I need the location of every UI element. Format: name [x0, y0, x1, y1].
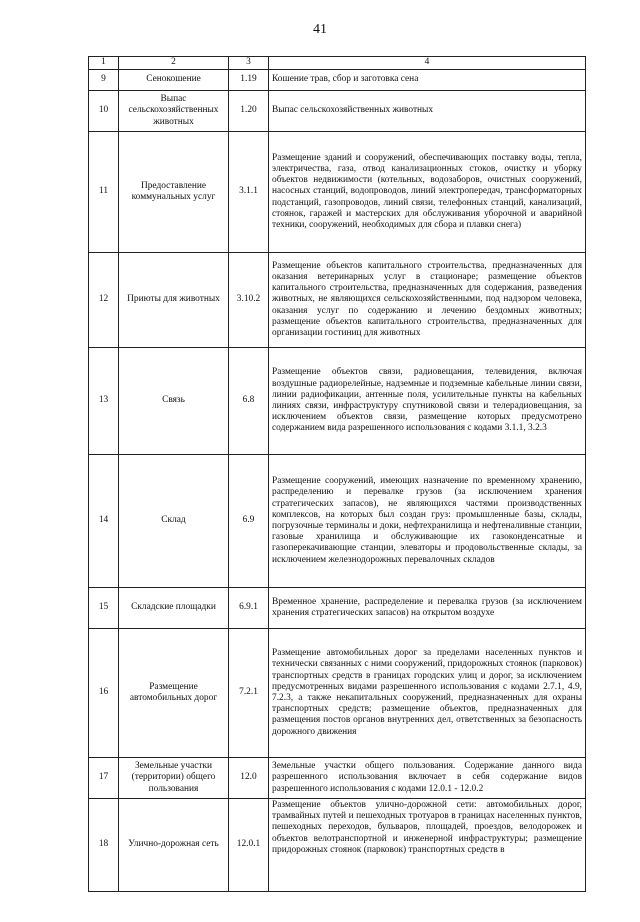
- use-type-code: 1.20: [229, 91, 269, 132]
- row-number: 17: [89, 758, 119, 799]
- row-number: 9: [89, 70, 119, 91]
- use-type-name: Склад: [119, 455, 229, 588]
- use-type-name: Приюты для животных: [119, 253, 229, 348]
- table-row: [89, 629, 586, 758]
- land-use-table: [88, 56, 586, 892]
- use-type-name: Размещение автомобильных дорог: [119, 629, 229, 758]
- table-row: [89, 132, 586, 253]
- row-number: 15: [89, 588, 119, 629]
- header-col-3: 3: [229, 57, 269, 70]
- use-type-code: 6.8: [229, 348, 269, 455]
- use-type-name: Предоставление коммунальных услуг: [119, 132, 229, 253]
- use-type-code: 1.19: [229, 70, 269, 91]
- table-row: [89, 348, 586, 455]
- use-type-description: Размещение объектов улично-дорожной сети: автомобильных дорог, трамвайных путей и пешеходных тротуаров в границах населенных пунктов, пешеходных переходов, бульваров, площадей, проездов, велодорожек и объектов велотранспортной и инженерной инфраструктуры; размещение придорожных стоянок (парковок) транспортных средств в: [269, 799, 586, 892]
- use-type-description: Размещение объектов капитального строительства, предназначенных для оказания ветеринарных услуг в стационаре; размещение объектов капитального строительства, предназначенных для содержания, разведения животных, не являющихся сельскохозяйственными, под надзором человека, оказания услуг по содержанию и лечению бездомных животных; размещение объектов капитального строительства, предназначенных для организации гостиниц для животных: [269, 253, 586, 348]
- table-header-row: [89, 57, 586, 70]
- header-col-1: 1: [89, 57, 119, 70]
- use-type-description: Выпас сельскохозяйственных животных: [269, 91, 586, 132]
- use-type-code: 12.0.1: [229, 799, 269, 892]
- use-type-code: 6.9: [229, 455, 269, 588]
- use-type-name: Земельные участки (территории) общего пользования: [119, 758, 229, 799]
- row-number: 11: [89, 132, 119, 253]
- use-type-code: 12.0: [229, 758, 269, 799]
- use-type-code: 7.2.1: [229, 629, 269, 758]
- row-number: 14: [89, 455, 119, 588]
- use-type-description: Размещение объектов связи, радиовещания, телевидения, включая воздушные радиорелейные, надземные и подземные кабельные линии связи, линии радиофикации, антенные поля, усилительные пункты на кабельных линиях связи, инфраструктуру спутниковой связи и телерадиовещания, за исключением объектов связи, размещение которых предусмотрено содержанием вида разрешенного использования с кодами 3.1.1, 3.2.3: [269, 348, 586, 455]
- use-type-code: 3.10.2: [229, 253, 269, 348]
- use-type-description: Размещение сооружений, имеющих назначение по временному хранению, распределению и перевалке грузов (за исключением хранения стратегических запасов), не являющихся частями производственных комплексов, на которых был создан груз: промышленные базы, склады, погрузочные терминалы и доки, нефтехранилища и нефтеналивные станции, газовые хранилища и обслуживающие их газоконденсатные и газоперекачивающие станции, элеваторы и продовольственные склады, за исключением железнодорожных перевалочных складов: [269, 455, 586, 588]
- table-row: [89, 799, 586, 892]
- use-type-name: Выпас сельскохозяйственных животных: [119, 91, 229, 132]
- use-type-name: Сенокошение: [119, 70, 229, 91]
- table-row: [89, 588, 586, 629]
- table-row: [89, 758, 586, 799]
- row-number: 12: [89, 253, 119, 348]
- use-type-code: 3.1.1: [229, 132, 269, 253]
- row-number: 16: [89, 629, 119, 758]
- use-type-name: Связь: [119, 348, 229, 455]
- page-number: 41: [313, 22, 327, 37]
- use-type-description: Земельные участки общего пользования. Содержание данного вида разрешенного использования включает в себя содержание видов разрешенного использования с кодами 12.0.1 - 12.0.2: [269, 758, 586, 799]
- table-row: [89, 70, 586, 91]
- use-type-code: 6.9.1: [229, 588, 269, 629]
- use-type-description: Размещение автомобильных дорог за пределами населенных пунктов и технически связанных с ними сооружений, придорожных стоянок (парковок) транспортных средств в границах городских улиц и дорог, за исключением предусмотренных видами разрешенного использования с кодами 2.7.1, 4.9, 7.2.3, а также некапитальных сооружений, предназначенных для охраны транспортных средств; размещение объектов, предназначенных для размещения постов органов внутренних дел, ответственных за безопасность дорожного движения: [269, 629, 586, 758]
- table-row: [89, 455, 586, 588]
- row-number: 10: [89, 91, 119, 132]
- row-number: 13: [89, 348, 119, 455]
- use-type-description: Временное хранение, распределение и перевалка грузов (за исключением хранения стратегических запасов) на открытом воздухе: [269, 588, 586, 629]
- table-row: [89, 253, 586, 348]
- table-row: [89, 91, 586, 132]
- use-type-description: Кошение трав, сбор и заготовка сена: [269, 70, 586, 91]
- row-number: 18: [89, 799, 119, 892]
- use-type-description: Размещение зданий и сооружений, обеспечивающих поставку воды, тепла, электричества, газа, отвод канализационных стоков, очистку и уборку объектов недвижимости (котельных, водозаборов, очистных сооружений, насосных станций, водопроводов, линий электропередач, трансформаторных подстанций, газопроводов, линий связи, телефонных станций, канализаций, стоянок, гаражей и мастерских для обслуживания уборочной и аварийной техники, сооружений, необходимых для сбора и плавки снега): [269, 132, 586, 253]
- use-type-name: Складские площадки: [119, 588, 229, 629]
- header-col-4: 4: [269, 57, 586, 70]
- header-col-2: 2: [119, 57, 229, 70]
- use-type-name: Улично-дорожная сеть: [119, 799, 229, 892]
